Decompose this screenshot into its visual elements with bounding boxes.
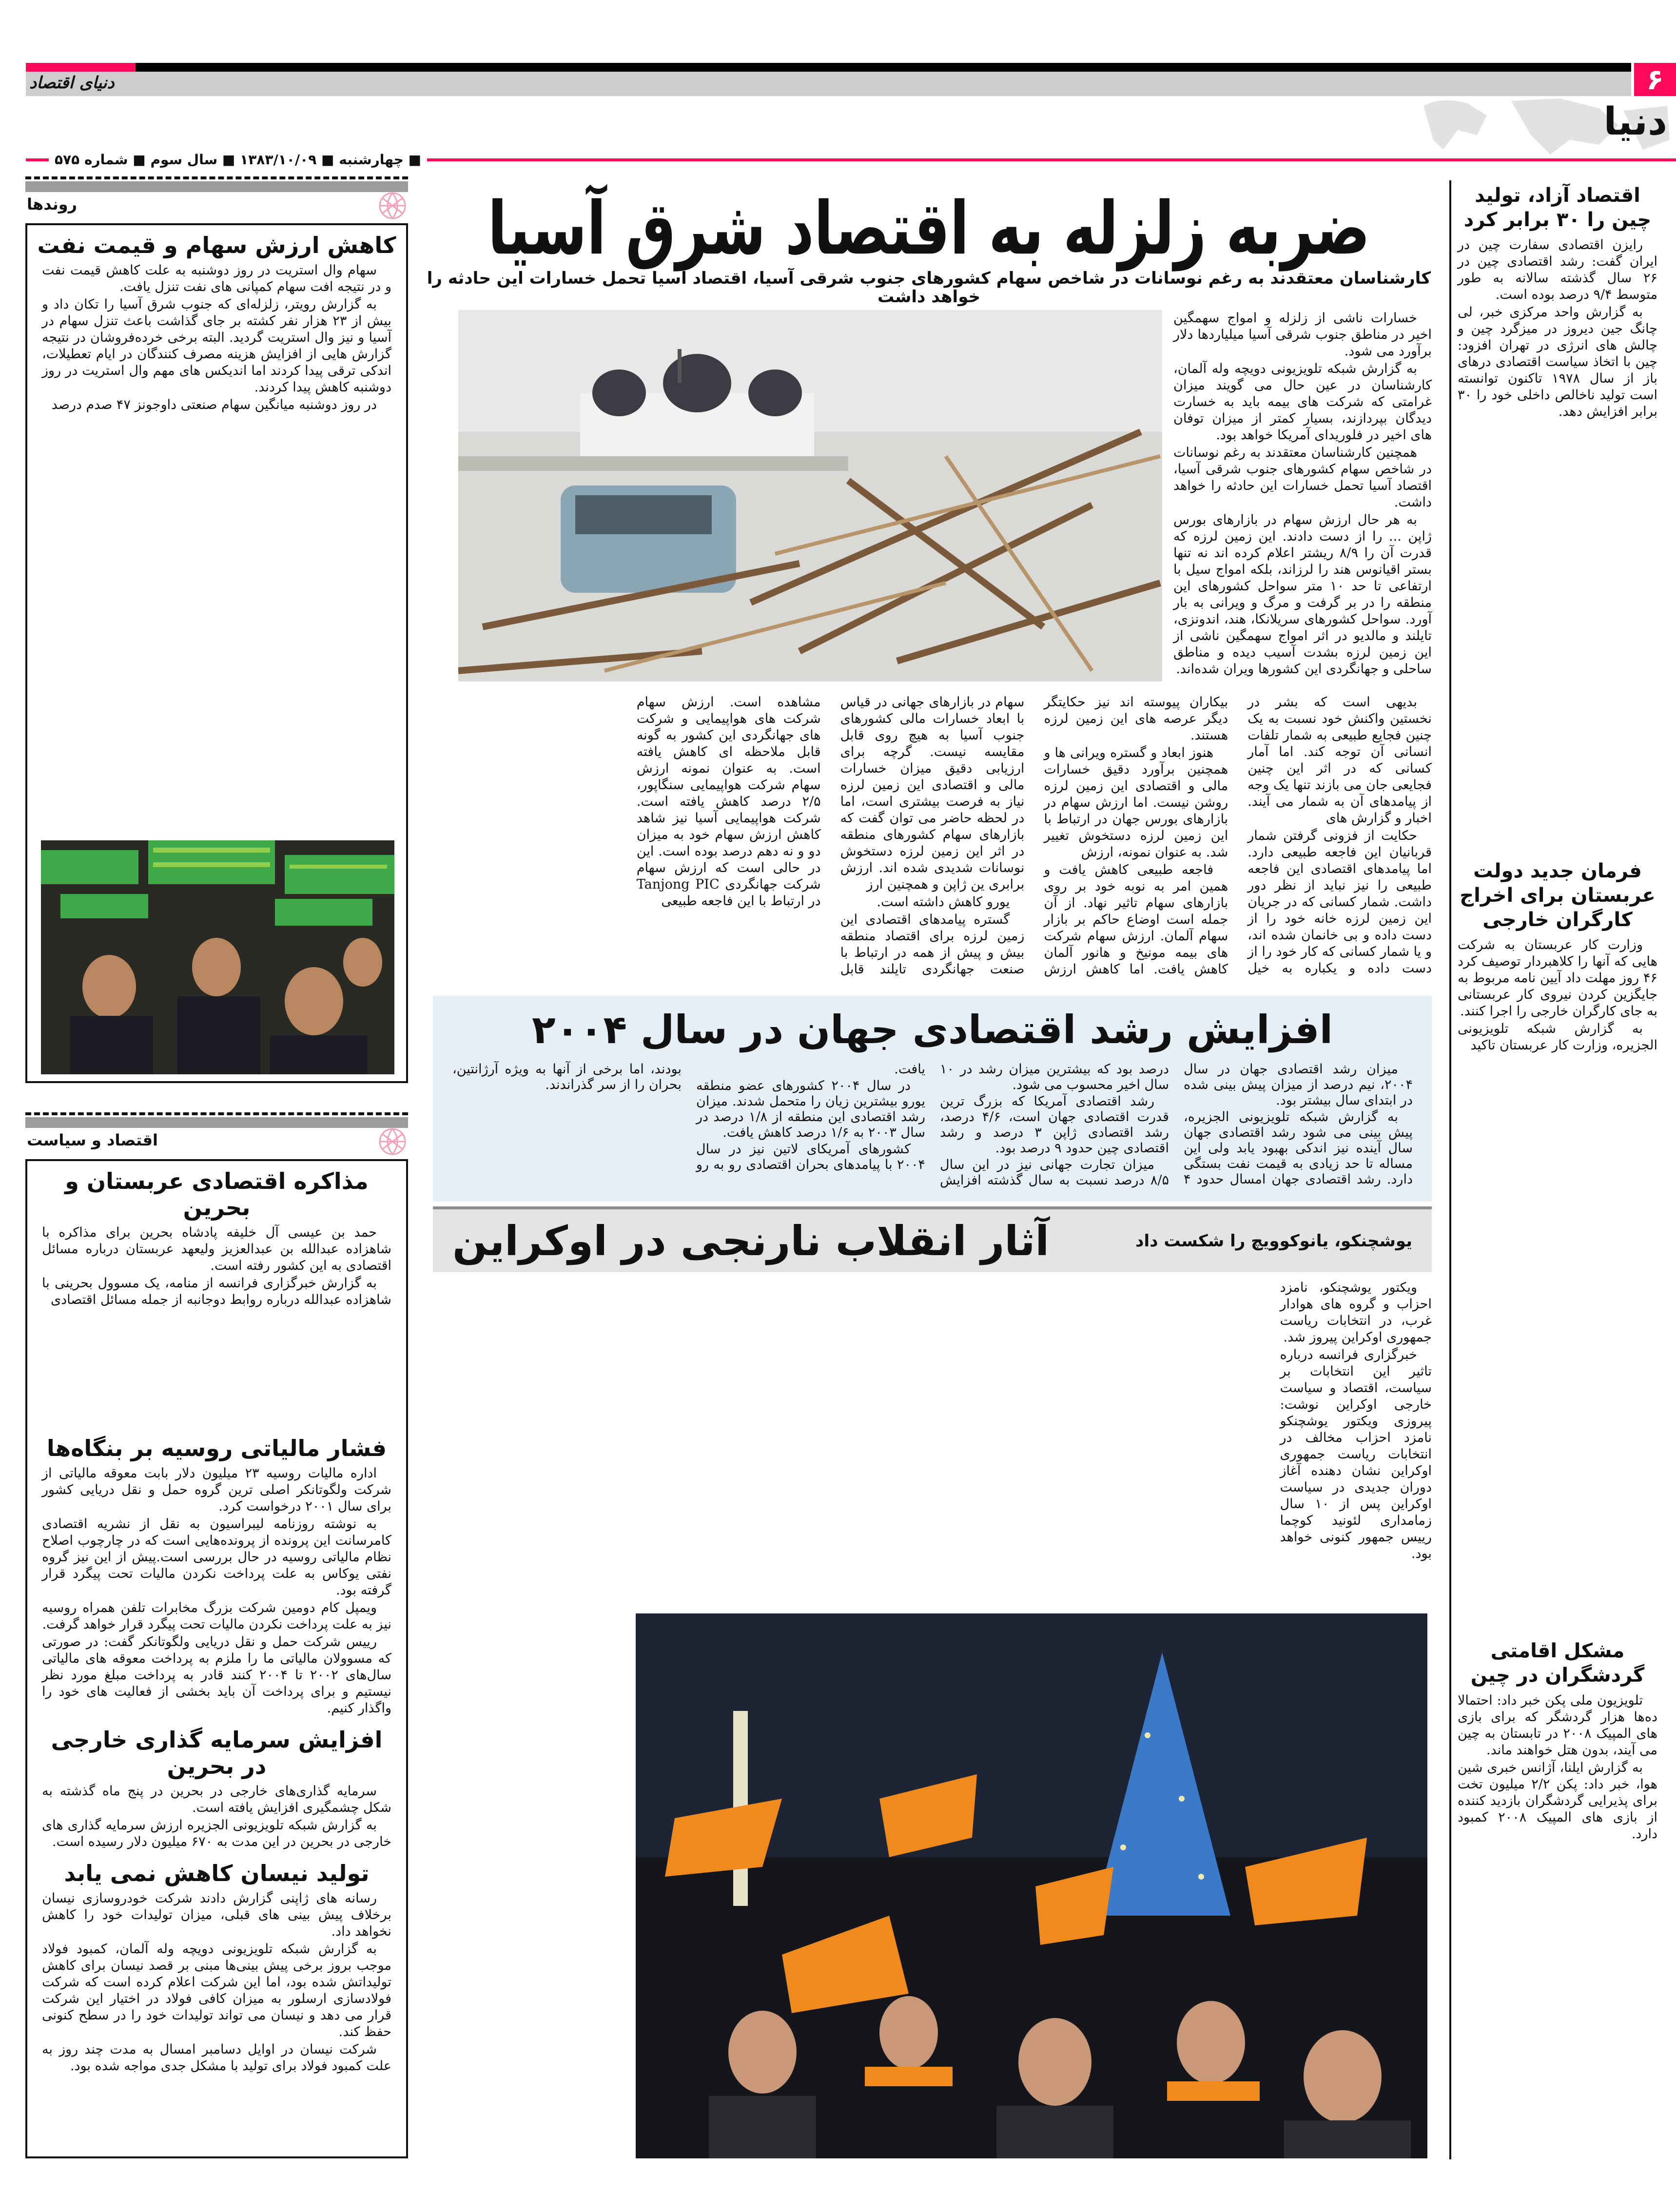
paragraph: کشورهای آمریکای لاتین نیز در سال ۲۰۰۴ با پیامدهای بحران اقتصادی رو به رو بودند، اما برخی از آنها به ویژه آرژانتین، بحران را از سر گذراندند. bbox=[452, 1062, 925, 1172]
paragraph: حکایت از فزونی گرفتن شمار قربانیان این فاجعه طبیعی دارد. اما پیامدهای اقتصادی این فاجعه طبیعی را نیز نباید از نظر دور داشت. شمار کسانی که در جریان این زمین لرزه خانه خود را از دست داده و بی خانمان شده اند، و یا شمار کسانی که کار خود را از دست داده و یکباره به خیل بیکاران پیوسته اند نیز حکایتگر دیگر عرصه های این زمین لرزه هستند. bbox=[1044, 695, 1432, 976]
article-headline: مشکل اقامتی گردشگران در چین bbox=[1470, 1640, 1645, 1687]
paragraph: میزان تجارت جهانی نیز در این سال ۸/۵ درصد نسبت به سال گذشته افزایش یافت. bbox=[894, 1062, 1169, 1188]
paragraph: سرمایه گذاری‌های خارجی در بحرین در پنج ماه گذشته به شکل چشمگیری افزایش یافته است. bbox=[42, 1784, 391, 1815]
paragraph: در روز دوشنبه میانگین سهام صنعتی داوجونز ۴۷ صدم درصد bbox=[51, 397, 377, 412]
growth-headline: افزایش رشد اقتصادی جهان در سال ۲۰۰۴ bbox=[531, 1007, 1333, 1052]
article-body bbox=[1458, 1692, 1657, 1843]
article-headline: کاهش ارزش سهام و قیمت نفت bbox=[37, 232, 396, 258]
paragraph: به گزارش شبکه تلویزیونی دویچه وله آلمان، کارشناسان در عین حال می گویند میزان غرامتی که شرکت های بیمه باید به خسارت دیدگان بپردازند، بسیار کمتر از میزان توفان های اخیر در فلوریدای آمریکا خواهد بود. bbox=[1173, 361, 1432, 443]
news-item bbox=[1458, 183, 1657, 420]
paragraph: رشد اقتصادی آمریکا که بزرگ ترین قدرت اقتصادی جهان است، ۴/۶ درصد، رشد اقتصادی ژاپن ۳ درصد و رشد اقتصادی چین حدود ۹ درصد بود. bbox=[940, 1094, 1169, 1156]
paragraph: همچنین کارشناسان معتقدند به رغم نوسانات در شاخص سهام کشورهای جنوب شرقی آسیا، اقتصاد آسیا تحمل خسارات این حادثه را خواهد داشت. bbox=[1173, 445, 1432, 510]
news-item bbox=[42, 1435, 391, 1717]
divider bbox=[25, 176, 408, 179]
main-headline: ضربه زلزله به اقتصاد شرق آسیا bbox=[487, 186, 1370, 272]
masthead-band bbox=[26, 72, 1631, 96]
section-bar bbox=[25, 181, 408, 192]
article-headline: افزایش سرمایه گذاری خارجی در بحرین bbox=[51, 1727, 383, 1779]
page-number: ۶ bbox=[1634, 63, 1676, 96]
news-item bbox=[42, 1168, 391, 1308]
world-growth-box bbox=[433, 996, 1432, 1202]
column-rule bbox=[1449, 180, 1451, 2159]
paragraph: تلویزیون ملی پکن خبر داد: احتمالا ده‌ها هزار گردشگر که برای بازی های المپیک ۲۰۰۸ در تابستان به چین می آیند، بدون هتل خواهند ماند. bbox=[1458, 1693, 1657, 1758]
paragraph: اداره مالیات روسیه ۲۳ میلیون دلار بابت معوقه مالیاتی از شرکت ولگوتانکر اصلی ترین گروه حمل و نقل دریایی کشور برای سال ۲۰۰۱ درخواست کرد. bbox=[42, 1466, 391, 1514]
news-item bbox=[42, 1860, 391, 2075]
paragraph: بدیهی است که بشر در نخستین واکنش خود نسبت به یک چنین فجایع طبیعی به شمار تلفات انسانی آن توجه کند. اما آمار کسانی که در اثر این چنین فجایعی جان می بازند تنها یک وجه از پیامدهای آن به شمار می آیند. اخبار و گزارش های bbox=[1247, 695, 1432, 826]
news-item bbox=[1458, 1639, 1657, 1843]
ukraine-header-band bbox=[433, 1206, 1432, 1272]
stock-exchange-photo bbox=[41, 840, 394, 1074]
globe-icon bbox=[378, 1127, 407, 1156]
paragraph: خسارات ناشی از زلزله و امواج سهمگین اخیر در مناطق جنوب شرقی آسیا میلیاردها دلار برآورد می شود. bbox=[1173, 310, 1432, 359]
paragraph: سهام وال استریت در روز دوشنبه به علت کاهش قیمت نفت و در نتیجه افت سهام کمپانی های نفت تنزل یافت. bbox=[42, 263, 391, 294]
paragraph: به هر حال ارزش سهام در بازارهای بورس ژاپن ... را از دست دادند. این زمین لرزه که قدرت آن را ۸/۹ ریشتر اعلام کرده اند نه تنها بستر اقیانوس هند را لرزاند، بلکه امواج سیل با ارتفاعی تا حد ۱۰ متر سواحل کشورهای این منطقه را در بر گرفت و مرگ و ویرانی به بار آورد. سواحل کشورهای سریلانکا، هند، اندونزی، تایلند و مالدیو در اثر امواج سهمگین ناشی از این زمین لرزه بشدت آسیب دیده و مناطق ساحلی و جهانگردی این کشورها ویران شده‌اند. bbox=[1173, 512, 1432, 677]
paragraph: رییس شرکت حمل و نقل دریایی ولگوتانکر گفت: در صورتی که مسوولان مالیاتی ما را ملزم به پرداخت معوقه های مالیاتی سال‌های ۲۰۰۲ تا ۲۰۰۴ کنند قادر به پرداخت مبلغ مورد نظر نیستیم و برای پرداخت آن باید بخشی از فعالیت های خود را واگذار کنیم. bbox=[42, 1634, 391, 1716]
news-item bbox=[42, 1727, 391, 1850]
divider bbox=[25, 1112, 408, 1115]
paragraph: فاجعه طبیعی کاهش یافت و همین امر به نوبه خود بر روی بازارهای سهام تاثیر نهاد. از آن جمله است اوضاع حاکم بر بازار سهام آلمان. ارزش سهام شرکت های بیمه مونیخ و هانور آلمان کاهش یافت. اما کاهش ارزش سهام در بازارهای جهانی در قیاس با ابعاد خسارات مالی کشورهای جنوب آسیا به هیچ روی قابل مقایسه نیست. گرچه برای ارزیابی دقیق میزان خسارات مالی و اقتصادی این زمین لرزه نیاز به فرصت بیشتری است، اما در لحظه حاضر می توان گفت که بازارهای سهام کشورهای منطقه در اثر این زمین لرزه دستخوش نوسانات شدیدی شده اند. ارزش برابری ین ژاپن و همچنین ارز bbox=[840, 695, 1228, 977]
article-headline: فشار مالیاتی روسیه بر بنگاه‌ها bbox=[47, 1435, 387, 1461]
section-title: دنیا bbox=[1603, 100, 1667, 144]
paragraph: رسانه های ژاپنی گزارش دادند شرکت خودروسازی نیسان برخلاف پیش بینی های قبلی، میزان تولیدات خود را کاهش نخواهد داد. bbox=[42, 1891, 391, 1939]
article-body bbox=[42, 1224, 391, 1308]
section-label-trends: روندها bbox=[27, 195, 78, 213]
paragraph: به گزارش شبکه تلویزیونی الجزیره ارزش سرمایه گذاری های خارجی در بحرین در این مدت به ۶۷۰ میلیون دلار رسیده است. bbox=[42, 1818, 391, 1849]
politics-box bbox=[25, 1159, 408, 2158]
paragraph: رایزن اقتصادی سفارت چین در ایران گفت: رشد اقتصادی چین در ۲۶ سال گذشته سالانه به طور متوسط ۹/۴ درصد بوده است. bbox=[1458, 237, 1657, 302]
paragraph: به گزارش واحد مرکزی خبر، لی چانگ جین دیروز در میزگرد چین و چالش های انرژی در تهران افزود: چین با اتخاذ سیاست اقتصادی درهای باز از سال ۱۹۷۸ تاکنون توانسته است تولید ناخالص داخلی خود را ۳۰ برابر افزایش دهد. bbox=[1458, 305, 1657, 419]
main-article-side-column bbox=[1173, 310, 1432, 679]
orange-revolution-photo bbox=[636, 1613, 1427, 2158]
paragraph: به گزارش شبکه تلویزیونی دویچه وله آلمان، کمبود فولاد موجب بروز برخی پیش بینی‌ها مبنی بر قصد نیسان برای کاهش تولیداتش شده بود، اما این شرکت اعلام کرده است که شرکت فولادسازی ارسلور به میزان کافی فولاد در اختیار این شرکت قرار می دهد و نیسان می تواند تولیدات خود را در سطح کنونی حفظ کند. bbox=[42, 1941, 391, 2039]
masthead-accent bbox=[26, 63, 136, 72]
paragraph: به گزارش ایلنا، آژانس خبری شین هوا، خبر داد: پکن ۲/۲ میلیون تخت برای پذیرایی گردشگران بازدید کننده از بازی های المپیک ۲۰۰۸ کمبود دارد. bbox=[1458, 1760, 1657, 1842]
paragraph: یورو کاهش داشته است. bbox=[877, 894, 1010, 910]
article-body bbox=[27, 262, 406, 413]
paragraph: خبرگزاری فرانسه درباره تاثیر این انتخابات بر سیاست، اقتصاد و سیاست خارجی اوکراین نوشت: پیروزی ویکتور یوشچنکو نامزد احزاب مخالف در انتخابات ریاست جمهوری اوکراین نشان دهنده آغاز دوران جدیدی در سیاست اوکراین پس از ۱۰ سال زمامداری لئونید کوچما رییس جمهور کنونی خواهد بود. bbox=[1280, 1347, 1432, 1561]
news-item bbox=[1458, 859, 1657, 1054]
paragraph: به گزارش خبرگزاری فرانسه از منامه، یک مسوول بحرینی با شاهزاده عبدالله درباره روابط دوجانبه از جمله مسائل اقتصادی bbox=[42, 1276, 391, 1307]
paragraph: به گزارش رویتر، زلزله‌ای که جنوب شرق آسیا را تکان داد و بیش از ۲۳ هزار نفر کشته بر جای گذاشت باعث تنزل سهام در آسیا و نیز وال استریت گردید. البته برخی خرده‌فروشان در نتیجه گزارش هایی از افزایش هزینه مصرف کنندگان در ایام تعطیلات، اندکی ترقی پیدا کردند اما اندیکس های مهم وال استریت در روز دوشنبه کاهش پیدا کردند. bbox=[42, 297, 392, 395]
article-body bbox=[42, 1465, 391, 1717]
paragraph: میزان رشد اقتصادی جهان در سال ۲۰۰۴، نیم درصد از میزان پیش بینی شده در ابتدای سال بیشتر بود. bbox=[1184, 1062, 1413, 1108]
paragraph: حمد بن عیسی آل خلیفه پادشاه بحرین برای مذاکره با شاهزاده عبدالله بن عبدالعزیز ولیعهد عربستان درباره مسائل اقتصادی به این کشور رفته است. bbox=[42, 1225, 391, 1273]
article-body bbox=[1458, 237, 1657, 420]
article-body bbox=[42, 1783, 391, 1850]
paragraph: هنوز ابعاد و گستره ویرانی ها و همچنین برآورد دقیق خسارات مالی و اقتصادی این زمین لرزه روشن نیست. اما ارزش سهام در بازارهای بورس جهان در ارتباط با این زمین لرزه دستخوش تغییر شد. به عنوان نمونه، ارزش bbox=[1044, 745, 1228, 860]
article-body bbox=[42, 1890, 391, 2075]
paragraph: ویکتور یوشچنکو، نامزد احزاب و گروه های هوادار غرب، در انتخابات ریاست جمهوری اوکراین پیروز شد. bbox=[1280, 1280, 1432, 1345]
right-column bbox=[1458, 175, 1657, 1843]
main-subheadline: کارشناسان معتقدند به رغم نوسانات در شاخص سهام کشورهای جنوب شرقی آسیا، اقتصاد آسیا تحمل خسارات این حادثه را خواهد داشت bbox=[427, 269, 1431, 307]
growth-body bbox=[452, 1062, 1413, 1196]
section-label-politics: اقتصاد و سیاست bbox=[27, 1131, 158, 1149]
main-article-columns bbox=[433, 694, 1432, 982]
article-headline: مذاکره اقتصادی عربستان و بحرین bbox=[65, 1168, 369, 1221]
newspaper-logo: دنیای اقتصاد bbox=[29, 73, 115, 93]
ukraine-article-body bbox=[433, 1280, 1432, 1606]
paragraph: در سال ۲۰۰۴ کشورهای عضو منطقه یورو بیشترین زیان را متحمل شدند. میزان رشد اقتصادی این منطقه از ۱/۸ درصد در سال ۲۰۰۳ به ۱/۶ درصد کاهش یافت. bbox=[696, 1078, 925, 1140]
paragraph: گستره پیامدهای اقتصادی این زمین لرزه برای اقتصاد منطقه بیش و پیش از همه در ارتباط با صنعت جهانگردی تایلند قابل مشاهده است. ارزش سهام شرکت های هواپیمایی و شرکت های جهانگردی این کشور به گونه قابل ملاحظه ای کاهش یافته است. به عنوان نمونه ارزش سهام شرکت هواپیمایی سنگاپور، ۲/۵ درصد کاهش یافته است. شرکت هواپیمایی آسیا نیز شاهد کاهش ارزش سهام خود به میزان دو و نه دهم درصد بوده است. این در حالی است که ارزش سهام شرکت جهانگردی Tanjong PIC در ارتباط با این فاجعه طبیعی bbox=[636, 695, 1025, 977]
paragraph: به گزارش شبکه تلویزیونی الجزیره، پیش بینی می شود رشد اقتصادی جهان سال آینده نیز اندکی بهبود یابد ولی این مساله تا حد زیادی به قیمت نفت بستگی دارد. رشد اقتصادی جهان امسال حدود ۴ درصد بود که بیشترین میزان رشد در ۱۰ سال اخیر محسوب می شود. bbox=[940, 1062, 1413, 1187]
masthead-bar bbox=[136, 63, 1631, 72]
section-bar bbox=[25, 1117, 408, 1128]
ukraine-kicker: یوشچنکو، یانوکوویچ را شکست داد bbox=[1135, 1231, 1412, 1251]
paragraph: وزارت کار عربستان به شرکت هایی که آنها را کلاهبردار توصیف کرد ۴۶ روز مهلت داد آیین نامه مربوط به جایگزین کردن نیروی کار عربستانی به جای کارگران خارجی را اجرا کنند. bbox=[1458, 937, 1657, 1019]
article-body bbox=[1458, 937, 1657, 1054]
article-headline: فرمان جدید دولت عربستان برای اخراج کارگران خارجی bbox=[1460, 860, 1656, 931]
trends-box bbox=[25, 223, 408, 1083]
paragraph: به نوشته روزنامه لیبراسیون به نقل از نشریه اقتصادی کامرسانت این پرونده از پرونده‌هایی است که در چارچوب اصلاح نظام مالیاتی روسیه در حال بررسی است.پیش از این نیز گروه نفتی یوکاس به علت پرداخت نکردن مالیات تحت پیگرد قرار گرفته بود. bbox=[42, 1516, 391, 1598]
paragraph: ویمپل کام دومین شرکت بزرگ مخابرات تلفن همراه روسیه نیز به علت پرداخت نکردن مالیات تحت پیگرد قرار خواهد گرفت. bbox=[42, 1600, 391, 1632]
article-headline: اقتصاد آزاد، تولید چین را ۳۰ برابر کرد bbox=[1463, 184, 1652, 231]
article-headline: تولید نیسان کاهش نمی یابد bbox=[64, 1860, 370, 1886]
globe-icon bbox=[378, 191, 407, 220]
issue-dateline: ■ چهارشنبه ■ ۱۳۸۳/۱۰/۰۹ ■ سال سوم ■ شماره ۵۷۵ bbox=[49, 150, 427, 170]
paragraph: شرکت نیسان در اوایل دسامبر امسال به مدت چند روز به علت کمبود فولاد برای تولید با مشکل جدی مواجه شده بود. bbox=[42, 2042, 391, 2074]
earthquake-photo bbox=[458, 310, 1162, 681]
paragraph: به گزارش شبکه تلویزیونی الجزیره، وزارت کار عربستان تاکید bbox=[1458, 1021, 1657, 1053]
ukraine-headline: آثار انقلاب نارنجی در اوکراین bbox=[452, 1217, 1050, 1265]
